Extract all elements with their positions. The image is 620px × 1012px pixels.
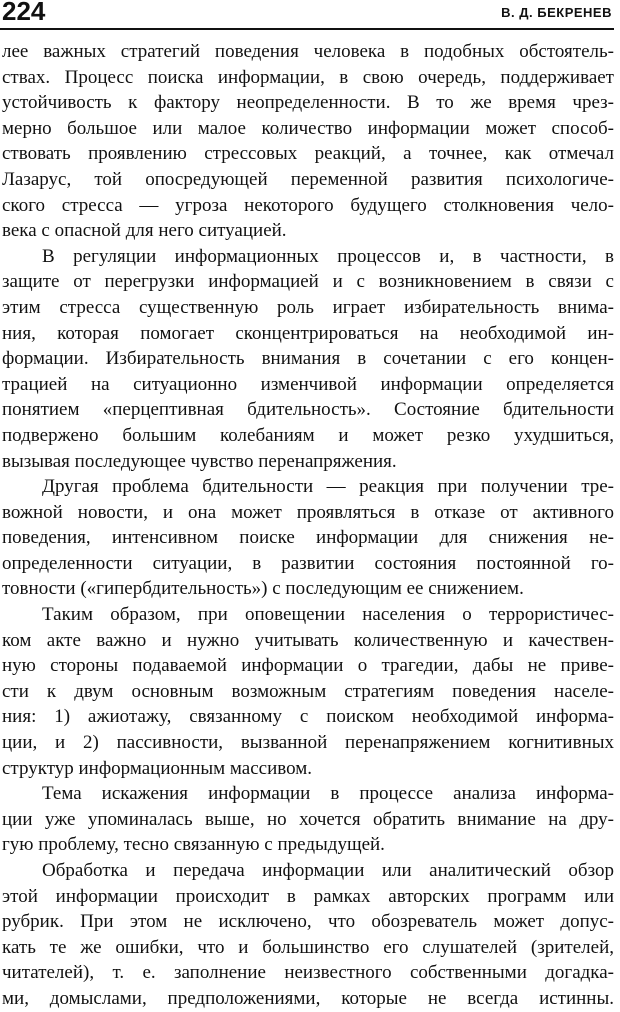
running-head-author: В. Д. БЕКРЕНЕВ — [501, 5, 612, 20]
text-line: подвержено большим колебаниям и может резко ухудшиться, — [2, 424, 614, 446]
text-line: ми, домыслами, предположениями, которые не всегда истинны. — [2, 987, 614, 1009]
text-line: ции уже упоминалась выше, но хочется обратить внимание на дру- — [2, 808, 614, 830]
text-line: Другая проблема бдительности — реакция при получении тре- — [42, 476, 614, 498]
text-line: трацией на ситуационно изменчивой информации определяется — [2, 373, 614, 395]
text-line: формации. Избирательность внимания в сочетании с его концен- — [2, 348, 614, 370]
paragraph — [2, 602, 614, 781]
text-line: защите от перегрузки информацией и с возникновением в связи с — [2, 271, 614, 293]
text-line: этим стресса существенную роль играет избирательность внима- — [2, 296, 614, 318]
text-line: ствах. Процесс поиска информации, в свою очередь, поддерживает — [2, 66, 614, 88]
text-line: понятием «перцептивная бдительность». Состояние бдительности — [2, 399, 614, 421]
paragraph — [2, 781, 614, 858]
text-line: ком акте важно и нужно учитывать количественную и качествен- — [2, 629, 614, 651]
text-line: ского стресса — угроза некоторого будущего столкновения чело- — [2, 194, 614, 216]
paragraph — [2, 244, 614, 474]
text-line: Обработка и передача информации или аналитический обзор — [42, 860, 614, 881]
text-line: читателей), т. е. заполнение неизвестного собственными догадка- — [2, 962, 614, 984]
paragraph — [2, 858, 614, 1012]
page-number: 224 — [2, 0, 46, 26]
text-line: вызывая последующее чувство перенапряжения. — [2, 450, 397, 472]
paragraph — [2, 474, 614, 602]
running-header — [0, 0, 614, 30]
text-line: Тема искажения информации в процессе анализа информа- — [42, 783, 614, 805]
text-line: Лазарус, той опосредующей переменной развития психологиче- — [2, 168, 614, 190]
text-line: ную стороны подаваемой информации о трагедии, дабы не приве- — [2, 655, 614, 677]
text-line: Таким образом, при оповещении населения о террористичес- — [42, 604, 614, 626]
text-line: этой информации происходит в рамках авторских программ или — [2, 885, 614, 907]
text-line: века с опасной для него ситуацией. — [2, 220, 287, 242]
text-line: рубрик. При этом не исключено, что обозреватель может допус- — [2, 911, 614, 933]
text-line: В регуляции информационных процессов и, в частности, в — [42, 245, 614, 267]
body-text — [2, 39, 614, 1012]
text-line: вожной новости, и она может проявляться в отказе от активного — [2, 501, 614, 523]
paragraph — [2, 39, 614, 244]
text-line: устойчивость к фактору неопределенности. В то же время чрез- — [2, 92, 614, 114]
text-line: ния: 1) ажиотажу, связанному с поиском необходимой информа- — [2, 706, 614, 728]
text-line: ции, и 2) пассивности, вызванной перенапряжением когнитивных — [2, 732, 614, 754]
text-line: товности («гипербдительность») с последующим ее снижением. — [2, 578, 524, 600]
text-line: определенности ситуации, в развитии состояния постоянной го- — [2, 552, 614, 574]
text-line: поведения, интенсивном поиске информации для снижения не- — [2, 527, 614, 549]
text-line: структур информационным массивом. — [2, 757, 313, 779]
text-line: мерно большое или малое количество информации может способ- — [2, 117, 614, 139]
text-line: ния, которая помогает сконцентрироваться на необходимой ин- — [2, 322, 614, 344]
text-line: кать те же ошибки, что и большинство его слушателей (зрителей, — [2, 936, 614, 958]
text-line: лее важных стратегий поведения человека в подобных обстоятель- — [2, 41, 614, 62]
text-line: сти к двум основным возможным стратегиям поведения населе- — [2, 680, 614, 702]
text-line: ствовать проявлению стрессовых реакций, а точнее, как отмечал — [2, 143, 614, 165]
text-line: гую проблему, тесно связанную с предыдущей. — [2, 834, 385, 856]
